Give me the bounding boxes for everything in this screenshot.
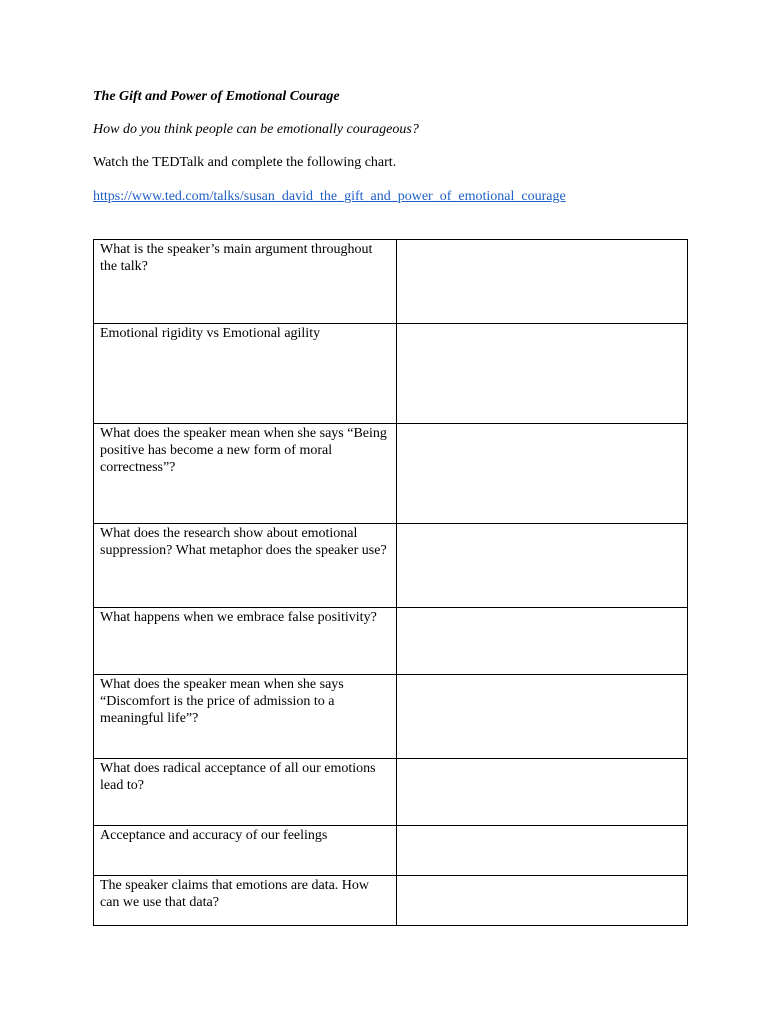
- chart-row: [94, 876, 688, 926]
- chart-row: [94, 524, 688, 608]
- tedtalk-link[interactable]: https://www.ted.com/talks/susan_david_the_gift_and_power_of_emotional_courage: [93, 189, 566, 204]
- answer-cell[interactable]: [397, 608, 688, 675]
- instruction-text: Watch the TEDTalk and complete the following chart.: [93, 155, 397, 170]
- question-cell: What is the speaker’s main argument throughout the talk?: [94, 240, 397, 324]
- question-cell: What does the research show about emotional suppression? What metaphor does the speaker use?: [94, 524, 397, 608]
- answer-cell[interactable]: [397, 524, 688, 608]
- question-cell: Emotional rigidity vs Emotional agility: [94, 324, 397, 424]
- worksheet-chart: [93, 239, 688, 926]
- question-cell: What happens when we embrace false positivity?: [94, 608, 397, 675]
- answer-cell[interactable]: [397, 240, 688, 324]
- chart-row: [94, 240, 688, 324]
- answer-cell[interactable]: [397, 826, 688, 876]
- chart-row: [94, 608, 688, 675]
- answer-cell[interactable]: [397, 876, 688, 926]
- chart-row: [94, 675, 688, 759]
- document-title: The Gift and Power of Emotional Courage: [93, 89, 340, 104]
- question-cell: What does the speaker mean when she says “Discomfort is the price of admission to a meaningful life”?: [94, 675, 397, 759]
- question-cell: What does the speaker mean when she says “Being positive has become a new form of moral correctness”?: [94, 424, 397, 524]
- chart-row: [94, 424, 688, 524]
- answer-cell[interactable]: [397, 675, 688, 759]
- answer-cell[interactable]: [397, 759, 688, 826]
- answer-cell[interactable]: [397, 324, 688, 424]
- question-cell: Acceptance and accuracy of our feelings: [94, 826, 397, 876]
- question-cell: The speaker claims that emotions are data. How can we use that data?: [94, 876, 397, 926]
- question-cell: What does radical acceptance of all our emotions lead to?: [94, 759, 397, 826]
- chart-row: [94, 826, 688, 876]
- chart-row: [94, 759, 688, 826]
- answer-cell[interactable]: [397, 424, 688, 524]
- reflection-prompt: How do you think people can be emotionally courageous?: [93, 122, 419, 137]
- chart-row: [94, 324, 688, 424]
